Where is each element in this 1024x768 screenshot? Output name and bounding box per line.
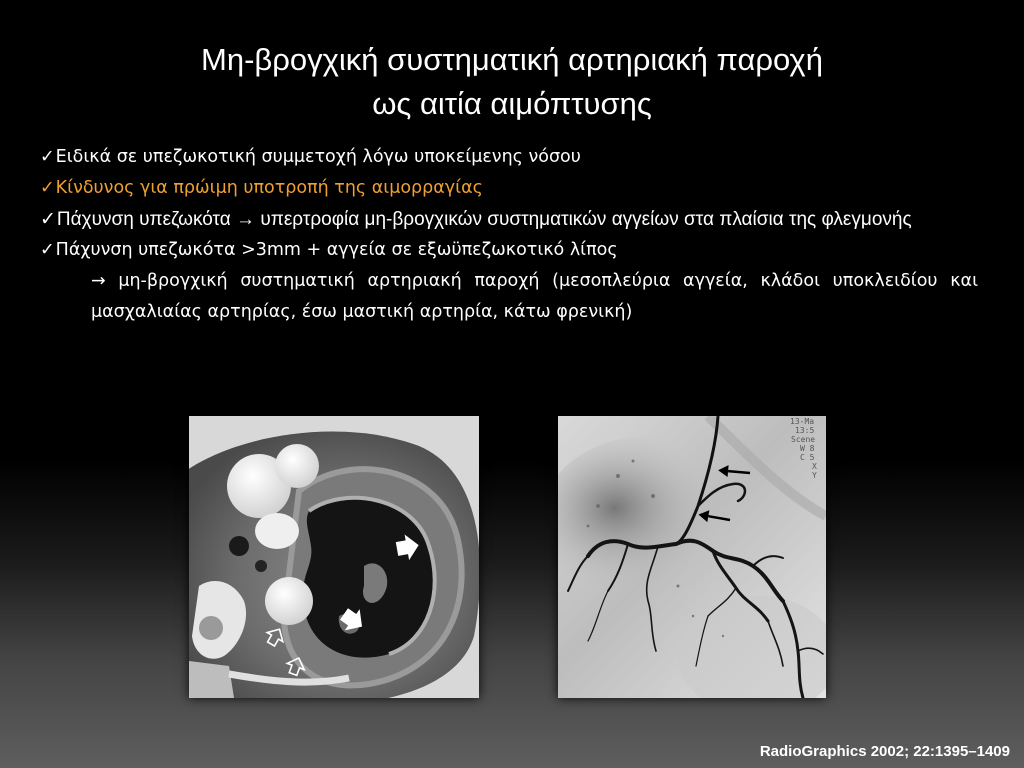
bullet-list xyxy=(40,142,978,328)
angiogram-drawing xyxy=(558,416,826,698)
citation: RadioGraphics 2002; 22:1395–1409 xyxy=(759,743,1010,760)
dicom-text: Y xyxy=(812,471,817,480)
dicom-text: Scene xyxy=(791,435,816,444)
bullet-text: Κίνδυνος για πρώιμη υποτροπή της αιμορραγίας xyxy=(55,178,483,198)
checkmark-icon: ✓ xyxy=(40,240,55,260)
dicom-text: W 8 xyxy=(800,444,815,453)
dicom-text: 13-Ma xyxy=(790,417,815,426)
checkmark-icon: ✓ xyxy=(40,178,55,198)
slide-title xyxy=(0,38,1024,126)
bullet-text: Ειδικά σε υπεζωκοτική συμμετοχή λόγω υποκείμενης νόσου xyxy=(55,147,581,167)
bullet-text: Πάχυνση υπεζωκότα → υπερτροφία μη-βρογχικών συστηματικών αγγείων στα πλαίσια της φλεγμονής xyxy=(56,209,912,230)
checkmark-icon: ✓ xyxy=(40,209,56,230)
bullet-text: Πάχυνση υπεζωκότα >3mm + αγγεία σε εξωϋπεζωκοτικό λίπος xyxy=(55,240,618,260)
slide-title-line-1: Μη-βρογχική συστηματική αρτηριακή παροχή xyxy=(201,42,823,77)
angiogram-image xyxy=(558,416,826,698)
dicom-text: C 5 xyxy=(800,453,815,462)
bullet-item xyxy=(40,204,978,235)
sub-bullet-item xyxy=(40,266,978,328)
slide-title-line-2: ως αιτία αιμόπτυσης xyxy=(372,86,652,121)
dicom-text: X xyxy=(812,462,817,471)
bullet-item xyxy=(40,235,978,266)
dicom-text: 13:5 xyxy=(795,426,815,435)
bullet-item xyxy=(40,142,978,173)
ct-scan-drawing xyxy=(189,416,479,698)
bullet-text: → μη-βρογχική συστηματική αρτηριακή παροχή (μεσοπλεύρια αγγεία, κλάδοι υποκλειδίου και μασχαλιαίας αρτηρίας, έσω μαστική αρτηρία, κάτω φρενική) xyxy=(91,271,978,322)
bullet-item-highlighted xyxy=(40,173,978,204)
ct-scan-image xyxy=(189,416,479,698)
checkmark-icon: ✓ xyxy=(40,147,55,167)
